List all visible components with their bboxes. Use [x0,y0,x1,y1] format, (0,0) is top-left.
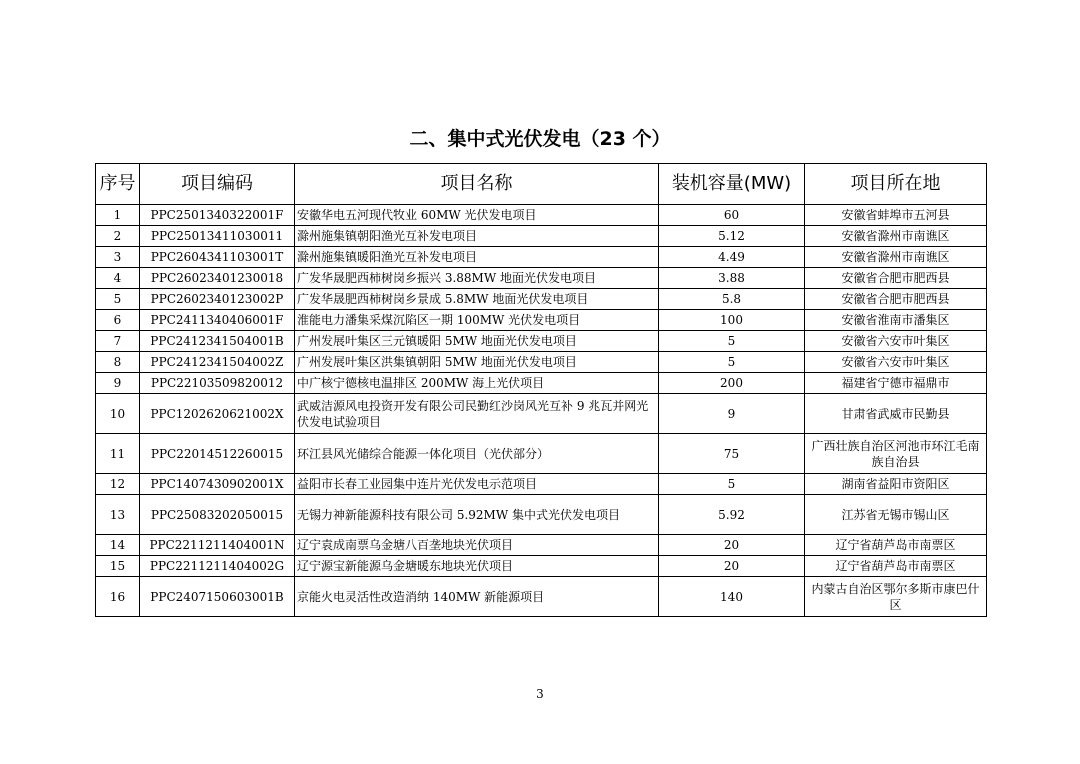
table-row [96,495,987,535]
cell-name: 环江县风光储综合能源一体化项目（光伏部分） [295,434,659,474]
cell-index: 1 [96,205,140,226]
header-capacity: 装机容量(MW) [659,164,805,205]
cell-index: 10 [96,394,140,434]
table-row [96,247,987,268]
cell-location: 安徽省淮南市潘集区 [805,310,987,331]
cell-index: 15 [96,556,140,577]
cell-index: 6 [96,310,140,331]
cell-capacity: 5.8 [659,289,805,310]
cell-name: 广发华晟肥西柿树岗乡景成 5.8MW 地面光伏发电项目 [295,289,659,310]
cell-index: 4 [96,268,140,289]
cell-capacity: 20 [659,535,805,556]
cell-code: PPC2412341504002Z [140,352,295,373]
cell-index: 3 [96,247,140,268]
table-row [96,434,987,474]
cell-location: 安徽省六安市叶集区 [805,352,987,373]
cell-name: 广州发展叶集区洪集镇朝阳 5MW 地面光伏发电项目 [295,352,659,373]
cell-name: 京能火电灵活性改造消纳 140MW 新能源项目 [295,577,659,617]
table-row [96,556,987,577]
cell-capacity: 5 [659,331,805,352]
cell-name: 无锡力神新能源科技有限公司 5.92MW 集中式光伏发电项目 [295,495,659,535]
table-row [96,535,987,556]
cell-name: 辽宁袁成南票乌金塘八百垄地块光伏项目 [295,535,659,556]
header-name: 项目名称 [295,164,659,205]
cell-location: 广西壮族自治区河池市环江毛南族自治县 [805,434,987,474]
table-row [96,268,987,289]
cell-location: 安徽省六安市叶集区 [805,331,987,352]
cell-code: PPC2211211404001N [140,535,295,556]
cell-code: PPC2412341504001B [140,331,295,352]
table-header-row [96,164,987,205]
cell-location: 安徽省蚌埠市五河县 [805,205,987,226]
cell-name: 益阳市长春工业园集中连片光伏发电示范项目 [295,474,659,495]
cell-name: 武威洁源风电投资开发有限公司民勤红沙岗风光互补 9 兆瓦并网光伏发电试验项目 [295,394,659,434]
cell-location: 湖南省益阳市资阳区 [805,474,987,495]
cell-capacity: 140 [659,577,805,617]
cell-index: 14 [96,535,140,556]
cell-code: PPC2501340322001F [140,205,295,226]
page-number: 3 [536,687,544,701]
cell-capacity: 9 [659,394,805,434]
cell-index: 16 [96,577,140,617]
cell-location: 江苏省无锡市锡山区 [805,495,987,535]
cell-name: 中广核宁德核电温排区 200MW 海上光伏项目 [295,373,659,394]
section-title: 二、集中式光伏发电（23 个） [409,128,671,150]
table-row [96,289,987,310]
header-index: 序号 [96,164,140,205]
header-code: 项目编码 [140,164,295,205]
cell-capacity: 5 [659,474,805,495]
cell-name: 广发华晟肥西柿树岗乡振兴 3.88MW 地面光伏发电项目 [295,268,659,289]
table-row [96,205,987,226]
cell-location: 辽宁省葫芦岛市南票区 [805,556,987,577]
cell-code: PPC1407430902001X [140,474,295,495]
cell-capacity: 75 [659,434,805,474]
cell-name: 辽宁源宝新能源乌金塘暖东地块光伏项目 [295,556,659,577]
cell-location: 安徽省滁州市南谯区 [805,226,987,247]
cell-code: PPC26023401230018 [140,268,295,289]
table-row [96,474,987,495]
cell-location: 福建省宁德市福鼎市 [805,373,987,394]
table-row [96,226,987,247]
projects-table [95,163,987,617]
cell-code: PPC2602340123002P [140,289,295,310]
cell-index: 9 [96,373,140,394]
table-row [96,577,987,617]
cell-name: 广州发展叶集区三元镇暖阳 5MW 地面光伏发电项目 [295,331,659,352]
table-row [96,373,987,394]
cell-index: 2 [96,226,140,247]
cell-code: PPC25013411030011 [140,226,295,247]
cell-location: 安徽省合肥市肥西县 [805,289,987,310]
table-row [96,331,987,352]
cell-index: 13 [96,495,140,535]
cell-capacity: 5.12 [659,226,805,247]
cell-capacity: 60 [659,205,805,226]
cell-name: 淮能电力潘集采煤沉陷区一期 100MW 光伏发电项目 [295,310,659,331]
cell-code: PPC2604341103001T [140,247,295,268]
cell-code: PPC25083202050015 [140,495,295,535]
cell-code: PPC2407150603001B [140,577,295,617]
cell-capacity: 3.88 [659,268,805,289]
cell-name: 滁州施集镇朝阳渔光互补发电项目 [295,226,659,247]
cell-location: 辽宁省葫芦岛市南票区 [805,535,987,556]
cell-index: 7 [96,331,140,352]
cell-location: 甘肃省武威市民勤县 [805,394,987,434]
header-location: 项目所在地 [805,164,987,205]
cell-capacity: 200 [659,373,805,394]
cell-code: PPC1202620621002X [140,394,295,434]
cell-capacity: 100 [659,310,805,331]
cell-code: PPC22103509820012 [140,373,295,394]
cell-code: PPC2411340406001F [140,310,295,331]
table-row [96,352,987,373]
cell-location: 内蒙古自治区鄂尔多斯市康巴什区 [805,577,987,617]
table-row [96,310,987,331]
cell-location: 安徽省滁州市南谯区 [805,247,987,268]
cell-capacity: 5 [659,352,805,373]
cell-index: 12 [96,474,140,495]
cell-capacity: 20 [659,556,805,577]
cell-capacity: 5.92 [659,495,805,535]
cell-code: PPC22014512260015 [140,434,295,474]
cell-name: 滁州施集镇暖阳渔光互补发电项目 [295,247,659,268]
cell-name: 安徽华电五河现代牧业 60MW 光伏发电项目 [295,205,659,226]
cell-code: PPC2211211404002G [140,556,295,577]
cell-index: 8 [96,352,140,373]
cell-index: 5 [96,289,140,310]
table-row [96,394,987,434]
cell-location: 安徽省合肥市肥西县 [805,268,987,289]
cell-capacity: 4.49 [659,247,805,268]
cell-index: 11 [96,434,140,474]
